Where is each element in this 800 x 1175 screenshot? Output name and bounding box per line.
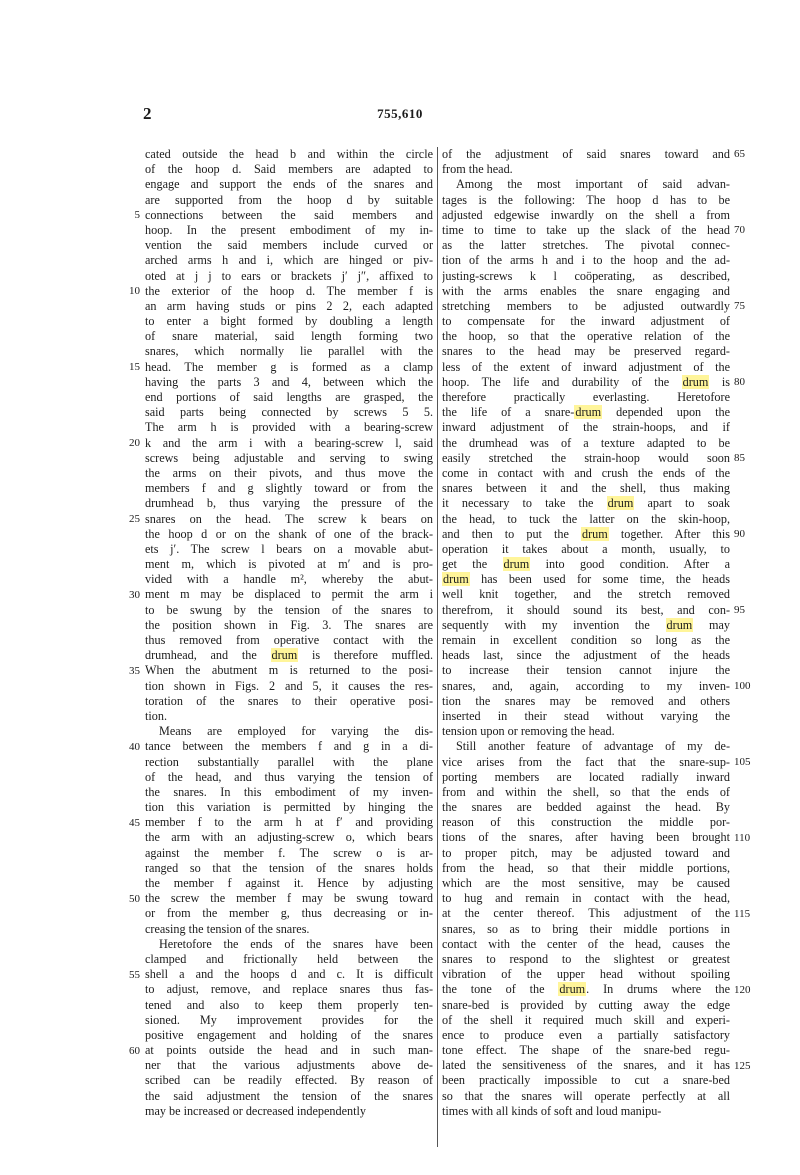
page-header: [0, 96, 800, 126]
text-line: or from the member g, thus decreasing or in-: [145, 906, 433, 921]
right-line-number: 70: [734, 224, 745, 236]
left-line-number: 15: [129, 360, 140, 373]
text-line: the screw the member f may be swung toward: [145, 891, 433, 906]
text-line: at the center thereof. This adjustment of the: [442, 906, 730, 921]
text-line: to increase their tension cannot injure the: [442, 663, 730, 678]
right-line-number: 85: [734, 452, 745, 464]
text-line: stretching members to be adjusted outwardly: [442, 298, 730, 313]
text-line: arched arms h and i, which are hinged or piv-: [145, 253, 433, 268]
text-line: drum has been used for some time, the heads: [443, 572, 730, 587]
text-line: vention the said members include curved or: [145, 238, 433, 253]
text-line: been practically impossible to cut a snare-bed: [442, 1073, 730, 1088]
text-line: tion this variation is permitted by hinging the: [145, 800, 433, 815]
text-line: of the shell it required much skill and experi-: [442, 1012, 730, 1027]
text-line: hoop. The life and durability of the drum is: [442, 374, 730, 389]
text-line: of the hoop d. Said members are adapted to: [145, 162, 433, 177]
text-line: from and within the shell, so that the ends of: [442, 784, 730, 799]
text-line: adjusted edgewise inwardly on the shell a from: [442, 207, 730, 222]
text-line: get the drum into good condition. After a: [442, 557, 730, 572]
text-line: come in contact with and crush the ends of the: [442, 465, 730, 480]
text-line: it necessary to take the drum apart to soak: [442, 496, 730, 511]
text-line: from the head, so that their middle portions,: [442, 860, 730, 875]
text-line: therefrom, it should sound its best, and con-: [442, 602, 730, 617]
left-line-number: 10: [129, 284, 140, 297]
patent-number: 755,610: [377, 106, 423, 121]
left-line-number: 40: [129, 740, 140, 753]
text-line: the life of a snare-drum depended upon the: [442, 405, 730, 420]
right-line-number: 90: [734, 528, 745, 540]
text-line: connections between the said members and: [145, 207, 433, 222]
right-line-number: 115: [734, 908, 751, 920]
text-line: against the member f. The screw o is ar-: [145, 845, 433, 860]
right-line-number: 125: [734, 1060, 751, 1072]
text-line: the head, to tuck the latter on the skin-hoop,: [442, 511, 730, 526]
highlighted-word: drum: [582, 526, 608, 541]
text-line: and then to put the drum together. After this: [442, 526, 730, 541]
left-line-number: 50: [129, 892, 140, 905]
text-line: to compensate for the inward adjustment of: [442, 314, 730, 329]
text-line: rection substantially parallel with the plane: [145, 754, 433, 769]
text-line: with the arms enables the snare engaging and: [442, 283, 730, 298]
text-line: positive engagement and holding of the snares: [145, 1027, 433, 1042]
text-line: shell a and the hoops d and c. It is difficult: [145, 967, 433, 982]
text-line: which are the most sensitive, may be caused: [442, 876, 730, 890]
highlighted-word: drum: [503, 557, 530, 572]
highlighted-word: drum: [575, 405, 602, 420]
text-line: snares to the head may be preserved regard-: [442, 344, 730, 359]
text-line: scribed can be readily effected. By reason of: [145, 1073, 433, 1088]
text-line: of the head, and thus varying the tension of: [145, 769, 433, 784]
right-line-number: 65: [734, 148, 745, 160]
text-line: times with all kinds of soft and loud manipu-: [442, 1103, 662, 1118]
text-line: remain in excellent condition so long as the: [442, 633, 730, 647]
right-line-number: 105: [734, 756, 751, 768]
text-line: the exterior of the hoop d. The member f is: [145, 283, 433, 298]
text-line: Still another feature of advantage of my de-: [456, 739, 730, 754]
text-line: the hoop d or on the shank of one of the brack-: [145, 526, 433, 541]
right-text-column: [442, 147, 730, 1119]
text-line: ets j′. The screw l bears on a movable abut-: [145, 541, 433, 556]
text-line: to hug and remain in contact with the head,: [442, 891, 730, 906]
text-line: the arms on their pivots, and thus move the: [145, 465, 433, 480]
right-line-number: 80: [734, 376, 745, 388]
text-line: oted at j j to ears or brackets j′ j″, affixed to: [145, 268, 433, 283]
text-line: the hoop, so that the operative relation of the: [442, 329, 730, 344]
text-line: may be increased or decreased independently: [145, 1103, 366, 1118]
text-line: easily stretched the strain-hoop would soon: [442, 450, 730, 465]
text-line: drumhead b, thus varying the pressure of the: [145, 496, 433, 511]
text-line: to be swung by the tension of the snares to: [145, 602, 433, 617]
left-text-column: [145, 147, 433, 1119]
text-line: reason of this construction the middle por-: [442, 815, 730, 830]
text-line: at points outside the head and in such man-: [145, 1043, 433, 1058]
text-line: tone effect. The shape of the snare-bed regu-: [442, 1043, 730, 1058]
text-line: operation it takes about a month, usually, to: [442, 541, 730, 556]
text-line: contact with the center of the head, causes the: [442, 936, 730, 951]
text-line: having the parts 3 and 4, between which the: [145, 374, 433, 389]
text-line: from the head.: [442, 162, 513, 177]
text-line: clamped and frictionally held between the: [145, 951, 433, 966]
highlighted-word: drum: [607, 496, 634, 511]
text-line: snares to respond to the slightest or greatest: [442, 951, 730, 966]
text-line: to enter a bight formed by doubling a length: [145, 314, 433, 329]
highlighted-word: drum: [271, 648, 298, 663]
text-line: tension upon or removing the head.: [442, 724, 615, 739]
highlighted-word: drum: [666, 617, 693, 632]
text-line: hoop. In the present embodiment of my in-: [145, 222, 433, 237]
text-line: the arm with an adjusting-screw o, which bears: [145, 830, 433, 845]
text-line: an arm having studs or pins 2 2, each adapted: [145, 298, 433, 313]
text-line: porting members are located radially inward: [442, 769, 730, 784]
text-line: the snares. In this embodiment of my inven-: [145, 784, 433, 799]
text-line: thus removed from operative contact with the: [145, 633, 433, 647]
left-line-number: 20: [129, 436, 140, 449]
page-number: 2: [143, 104, 152, 123]
text-line: to adjust, remove, and replace snares thus fas-: [145, 982, 433, 997]
text-line: vided with a handle m², whereby the abut-: [145, 572, 433, 587]
text-line: vice arises from the fact that the snare-sup-: [442, 754, 730, 769]
text-line: lated the sensitiveness of the snares, and it has: [442, 1058, 730, 1073]
right-line-number: 120: [734, 984, 751, 996]
text-line: snare-bed is provided by cutting away the edge: [442, 997, 730, 1012]
text-line: member f to the arm h at f′ and providing: [145, 815, 433, 830]
text-line: inserted in their stead without varying the: [442, 708, 730, 723]
text-line: the member f against it. Hence by adjusting: [145, 876, 433, 890]
text-line: cated outside the head b and within the circle: [145, 147, 433, 161]
text-line: When the abutment m is returned to the posi-: [145, 663, 433, 678]
text-line: tance between the members f and g in a di-: [145, 739, 433, 754]
text-line: tages is the following: The hoop d has to be: [442, 192, 730, 207]
text-line: so that the snares will operate perfectly at all: [442, 1088, 730, 1103]
text-line: drumhead, and the drum is therefore muffled.: [145, 648, 433, 663]
left-line-number: 30: [129, 588, 140, 601]
text-line: head. The member g is formed as a clamp: [145, 359, 433, 374]
text-line: members f and g slightly toward or from the: [145, 481, 433, 496]
highlighted-word: drum: [559, 982, 586, 997]
right-line-number: 100: [734, 680, 751, 692]
text-line: end portions of said lengths are grasped, the: [145, 390, 433, 404]
text-line: Heretofore the ends of the snares have been: [159, 936, 433, 951]
text-line: the tone of the drum. In drums where the: [442, 982, 730, 997]
text-line: The arm h is provided with a bearing-screw: [145, 420, 433, 435]
text-line: are supported from the hoop d by suitable: [145, 192, 433, 207]
left-line-number: 55: [129, 968, 140, 981]
text-line: well knit together, and the stretch removed: [442, 587, 730, 602]
text-line: Among the most important of said advan-: [456, 177, 730, 192]
text-line: snares, so as to bring their middle portions in: [442, 921, 730, 936]
text-line: snares, and, again, according to my inven-: [442, 678, 730, 693]
text-line: k and the arm i with a bearing-screw l, said: [145, 435, 433, 450]
text-line: Means are employed for varying the dis-: [159, 724, 433, 739]
text-line: to proper pitch, may be adjusted toward and: [442, 845, 730, 860]
right-line-number: 75: [734, 300, 745, 312]
text-line: time to time to take up the slack of the head: [442, 222, 730, 237]
text-line: the snares are bedded against the head. By: [442, 800, 730, 815]
text-line: sequently with my invention the drum may: [442, 617, 730, 632]
text-line: ence to produce even a partially satisfactory: [442, 1027, 730, 1042]
text-line: ranged so that the tension of the snares holds: [145, 860, 433, 875]
text-line: vibration of the upper head without spoiling: [442, 967, 730, 982]
highlighted-word: drum: [443, 572, 469, 587]
text-line: toration of the snares to their operative posi-: [145, 693, 433, 708]
text-line: screws being adjustable and serving to swing: [145, 450, 433, 465]
text-line: engage and support the ends of the snares and: [145, 177, 433, 192]
text-line: the position shown in Fig. 3. The snares are: [145, 617, 433, 632]
text-line: as the latter stretches. The pivotal connec-: [442, 238, 730, 253]
left-line-number: 25: [129, 512, 140, 525]
text-line: less of the extent of inward adjustment of the: [442, 359, 730, 374]
text-line: tions of the snares, after having been brought: [442, 830, 730, 845]
highlighted-word: drum: [682, 374, 709, 389]
text-line: of the adjustment of said snares toward and: [442, 147, 730, 161]
text-line: ment m may be displaced to permit the arm i: [145, 587, 433, 602]
text-line: the said adjustment the tension of the snares: [145, 1088, 433, 1103]
left-line-number: 45: [129, 816, 140, 829]
text-line: the drumhead was of a texture adapted to be: [442, 435, 730, 450]
text-line: tion of the arms h and i to the hoop and the ad-: [442, 253, 730, 268]
text-line: of snare material, said length forming two: [145, 329, 433, 344]
right-line-number: 110: [734, 832, 751, 844]
text-line: justing-screws k l coöperating, as described,: [442, 268, 730, 283]
text-line: snares between it and the shell, thus making: [442, 481, 730, 496]
text-line: inward adjustment of the strain-hoops, and if: [442, 420, 730, 435]
text-line: snares, which normally lie parallel with the: [145, 344, 433, 359]
column-divider: [437, 147, 438, 1147]
text-line: ner that the various adjustments above de-: [145, 1058, 433, 1073]
text-line: snares on the head. The screw k bears on: [145, 511, 433, 526]
text-line: ment m, which is pivoted at m′ and is pro-: [145, 557, 433, 572]
text-line: tion the snares may be removed and others: [442, 693, 730, 708]
left-line-number: 35: [129, 664, 140, 677]
text-line: heads last, since the adjustment of the heads: [442, 648, 730, 663]
left-line-number: 5: [134, 208, 140, 221]
text-line: said parts being connected by screws 5 5.: [145, 405, 433, 420]
text-line: tened and also to keep them properly ten-: [145, 997, 433, 1012]
left-line-number: 60: [129, 1044, 140, 1057]
text-line: tion.: [145, 708, 168, 723]
text-line: creasing the tension of the snares.: [145, 921, 310, 936]
text-line: sioned. My improvement provides for the: [145, 1012, 433, 1027]
right-line-number: 95: [734, 604, 745, 616]
text-line: tion shown in Figs. 2 and 5, it causes the res-: [145, 678, 433, 693]
text-line: therefore practically everlasting. Heretofore: [442, 390, 730, 404]
